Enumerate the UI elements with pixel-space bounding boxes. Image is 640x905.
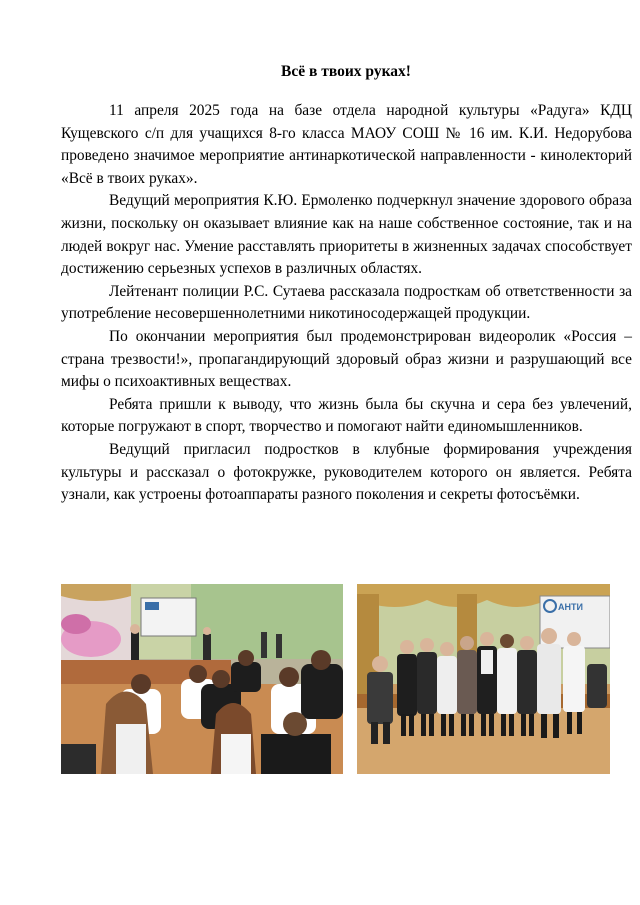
paragraph-video: По окончании мероприятия был продемонстрирован видеоролик «Россия – страна трезвости!», пропагандирующий здоровый образ жизни и разрушающий все мифы о психоактивных веществах. <box>61 327 632 391</box>
paragraph-host: Ведущий мероприятия К.Ю. Ермоленко подчеркнул значение здорового образа жизни, поскольку он оказывает влияние как на наше собственное состояние, так и на людей вокруг нас. Умение расставлять приоритеты в жизненных задачах способствует достижению серьезных успехов в различных областях. <box>61 192 632 278</box>
screen-logo-text: АНТИ <box>558 602 583 612</box>
document-body <box>61 100 632 507</box>
paragraph-conclusion: Ребята пришли к выводу, что жизнь была бы скучна и сера без увлечений, которые погружают в спорт, творчество и помогают найти единомышленников. <box>61 395 632 436</box>
document-title: Всё в твоих руках! <box>281 63 411 80</box>
paragraph-police: Лейтенант полиции Р.С. Сутаева рассказала подросткам об ответственности за употребление несовершеннолетними никотиносодержащей продукции. <box>61 282 632 323</box>
photo-group <box>357 584 610 774</box>
photo-row <box>0 584 640 774</box>
paragraph-club: Ведущий пригласил подростков в клубные формирования учреждения культуры и рассказал о фотокружке, руководителем которого он является. Ребята узнали, как устроены фотоаппараты разного поколения и секреты фотосъёмки. <box>61 440 632 504</box>
paragraph-event: 11 апреля 2025 года на базе отдела народной культуры «Радуга» КДЦ Кущевского с/п для учащихся 8-го класса МАОУ СОШ № 16 им. К.И. Недорубова проведено значимое мероприятие антинаркотической направленности - кинолекторий «Всё в твоих руках». <box>61 102 632 187</box>
photo-lecture-hall <box>61 584 343 774</box>
